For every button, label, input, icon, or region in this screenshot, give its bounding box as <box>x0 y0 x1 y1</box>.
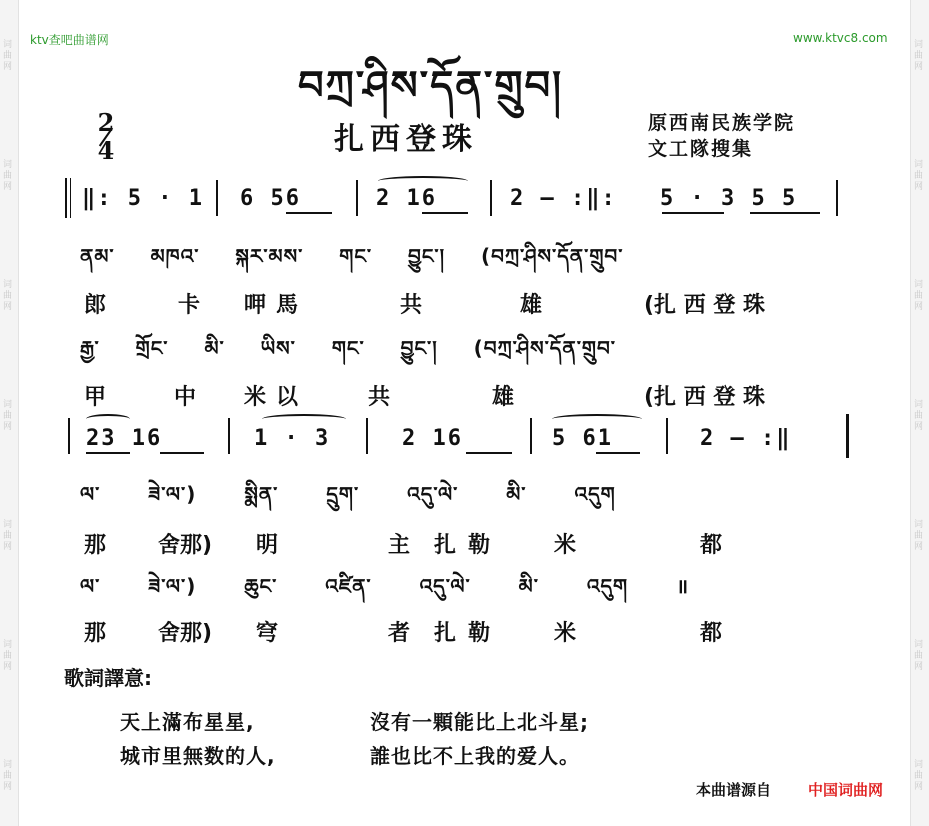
lyric-word: 米以 <box>244 385 309 410</box>
translation-row-1-right: 沒有一顆能比上北斗星; <box>370 710 589 734</box>
lyric-syllable: འདུག <box>574 482 616 506</box>
tibetan-lyrics-verse-3 <box>80 472 616 528</box>
barline <box>216 180 218 216</box>
lyric-syllable: འདུག ॥ <box>586 574 690 598</box>
lyric-word: 那 <box>84 533 107 558</box>
lyric-word: 明 <box>256 533 279 558</box>
lyric-syllable: སྐར་མས་ <box>235 244 304 268</box>
slur <box>86 414 130 424</box>
eighth-note-underline <box>86 452 130 454</box>
edge-watermark-text: 词曲网 <box>914 520 924 552</box>
edge-watermark-text: 词曲网 <box>3 400 13 432</box>
edge-watermark-text: 词曲网 <box>3 280 13 312</box>
lyric-syllable: ཡིས་ <box>260 336 296 360</box>
barline <box>366 418 368 454</box>
lyric-syllable: ནམ་ <box>80 244 115 268</box>
lyric-syllable: གང་ <box>331 336 365 360</box>
edge-watermark-text: 词曲网 <box>914 400 924 432</box>
edge-watermark-text: 词曲网 <box>3 40 13 72</box>
edge-watermark-text: 词曲网 <box>914 760 924 792</box>
translation-row-2-left: 城市里無数的人, <box>120 744 276 768</box>
lyric-syllable: ལ་ <box>80 482 101 506</box>
footer-source-label: 本曲谱源自 <box>696 781 772 799</box>
lyric-word: 舍那) <box>158 621 213 646</box>
lyric-word: 呷馬 <box>244 293 309 318</box>
lyric-word: 扎勒 <box>434 533 503 558</box>
lyric-syllable: ལ་ <box>80 574 101 598</box>
tibetan-lyrics-verse-4 <box>80 564 689 620</box>
edge-watermark-text: 词曲网 <box>914 640 924 672</box>
barline <box>356 180 358 216</box>
edge-watermark-text: 词曲网 <box>3 160 13 192</box>
measure-10: 2 — :‖ <box>700 426 792 451</box>
lyric-word: 雄 <box>520 293 543 318</box>
lyric-word: 舍那) <box>158 533 213 558</box>
eighth-note-underline <box>662 212 724 214</box>
lyric-syllable: སྨིན་ <box>244 482 279 506</box>
measure-6: 23 16 <box>86 426 163 451</box>
repeat-start-barline <box>65 178 67 218</box>
slur <box>378 176 468 186</box>
lyric-syllable: མི་ <box>518 574 539 598</box>
eighth-note-underline <box>160 452 204 454</box>
translation-row-2-right: 誰也比不上我的爱人。 <box>370 744 580 768</box>
lyric-syllable: གང་ <box>339 244 373 268</box>
edge-watermark-text: 词曲网 <box>914 280 924 312</box>
watermark-site-left: ktv查吧曲谱网 <box>30 33 109 47</box>
watermark-site-right: www.ktvc8.com <box>793 31 888 45</box>
eighth-note-underline <box>596 452 640 454</box>
lyric-syllable: མི་ <box>506 482 527 506</box>
lyric-syllable: དྲུག་ <box>326 482 360 506</box>
barline <box>228 418 230 454</box>
barline <box>490 180 492 216</box>
eighth-note-underline <box>466 452 512 454</box>
slur <box>262 414 346 424</box>
eighth-note-underline <box>286 212 332 214</box>
footer-source-site[interactable]: 中国词曲网 <box>808 781 884 799</box>
lyric-word: 共 <box>400 293 423 318</box>
lyric-syllable: ཟེ་ལ་) <box>148 574 197 598</box>
barline <box>666 418 668 454</box>
barline <box>530 418 532 454</box>
edge-watermark-text: 词曲网 <box>914 160 924 192</box>
lyric-syllable: འཛིན་ <box>325 574 372 598</box>
edge-watermark-text: 词曲网 <box>3 520 13 552</box>
lyric-syllable: བྱུང་། <box>400 336 438 360</box>
tibetan-lyrics-verse-1 <box>80 234 623 290</box>
measure-9: 5 61 <box>552 426 613 451</box>
edge-watermark-text: 词曲网 <box>914 40 924 72</box>
left-watermark-strip <box>0 0 19 826</box>
time-signature <box>86 108 126 165</box>
lyric-syllable: (བཀྲ་ཤིས་དོན་གྲུབ་ <box>473 336 617 360</box>
lyric-word: 扎勒 <box>434 621 503 646</box>
lyric-syllable: འདུ་ལེ་ <box>419 574 471 598</box>
translation-row-1-left: 天上滿布星星, <box>120 710 255 734</box>
lyric-syllable: འདུ་ལེ་ <box>407 482 459 506</box>
song-title: 扎西登珠 <box>334 122 478 157</box>
lyric-word: 卡 <box>178 293 201 318</box>
lyric-syllable: མི་ <box>204 336 225 360</box>
measure-1: ‖: 5 · 1 <box>82 186 204 211</box>
tibetan-title: བཀྲ་ཤིས་དོན་གྲུབ། <box>298 63 563 109</box>
lyric-word: 主 <box>388 533 411 558</box>
final-barline <box>846 414 849 458</box>
lyric-word: 郎 <box>84 293 107 318</box>
source-line-2: 文工隊搜集 <box>648 138 754 160</box>
lyric-syllable: ཟེ་ལ་) <box>148 482 197 506</box>
right-watermark-strip <box>910 0 929 826</box>
lyric-syllable: བྱུང་། <box>408 244 446 268</box>
time-signature-bottom: 4 <box>97 136 115 165</box>
lyric-word: 中 <box>174 385 197 410</box>
lyric-word: 米 <box>554 621 577 646</box>
lyric-syllable: རྒྱ་ <box>80 336 100 360</box>
lyric-syllable: ཆུང་ <box>244 574 278 598</box>
lyric-word: 甲 <box>84 385 107 410</box>
measure-7: 1 · 3 <box>254 426 331 451</box>
measure-4: 2 — :‖: <box>510 186 617 211</box>
lyric-word: 都 <box>700 533 723 558</box>
measure-3: 2 16 <box>376 186 437 211</box>
edge-watermark-text: 词曲网 <box>3 640 13 672</box>
barline <box>836 180 838 216</box>
measure-2: 6 56 <box>240 186 301 211</box>
measure-8: 2 16 <box>402 426 463 451</box>
eighth-note-underline <box>422 212 468 214</box>
repeat-start-thin-barline <box>70 178 71 218</box>
edge-watermark-text: 词曲网 <box>3 760 13 792</box>
translation-heading: 歌詞譯意: <box>64 666 152 690</box>
lyric-syllable: མཁའ་ <box>150 244 200 268</box>
lyric-word: 者 <box>388 621 411 646</box>
barline <box>68 418 70 454</box>
slur <box>552 414 642 424</box>
measure-5: 5 · 3 5 5 <box>660 186 798 211</box>
lyric-word: 那 <box>84 621 107 646</box>
lyric-word: 共 <box>368 385 391 410</box>
lyric-word: 穹 <box>256 621 279 646</box>
tibetan-lyrics-verse-2 <box>80 326 616 382</box>
source-line-1: 原西南民族学院 <box>648 112 796 134</box>
eighth-note-underline <box>750 212 820 214</box>
time-signature-top: 2 <box>97 108 115 137</box>
lyric-word: 雄 <box>492 385 515 410</box>
lyric-word: 都 <box>700 621 723 646</box>
lyric-word: (扎 西 登 珠 <box>644 385 766 410</box>
source-credit <box>648 110 795 162</box>
lyric-syllable: གྲོང་ <box>135 336 169 360</box>
lyric-syllable: (བཀྲ་ཤིས་དོན་གྲུབ་ <box>481 244 624 268</box>
lyric-word: (扎 西 登 珠 <box>644 293 766 318</box>
lyric-word: 米 <box>554 533 577 558</box>
